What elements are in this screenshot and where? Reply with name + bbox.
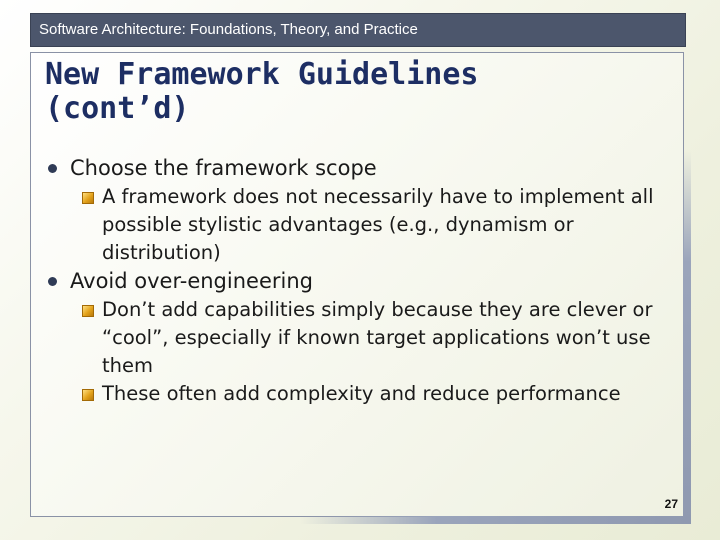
- panel-shadow-bottom: [300, 516, 691, 524]
- header-title: Software Architecture: Foundations, Theory, and Practice: [39, 21, 418, 38]
- bullet-item: [48, 267, 678, 296]
- bullet-dot-icon: [48, 277, 57, 286]
- sub-bullet-item: [48, 183, 678, 267]
- bullet-item: [48, 154, 678, 183]
- panel-shadow-right: [683, 150, 691, 524]
- diamond-bullet-icon: [82, 192, 94, 204]
- sub-bullet-text: These often add complexity and reduce performance: [102, 382, 621, 405]
- bullet-text: Avoid over-engineering: [70, 269, 313, 293]
- sub-bullet-text: A framework does not necessarily have to implement all possible stylistic advantages (e.g., dynamism or distribution): [102, 185, 654, 264]
- sub-bullet-item: [48, 296, 678, 380]
- page-number: 27: [664, 497, 678, 511]
- header-bar: [30, 13, 686, 47]
- sub-bullet-item: [48, 380, 678, 408]
- slide-title: New Framework Guidelines (cont’d): [45, 57, 479, 126]
- bullet-list: [48, 154, 678, 408]
- bullet-dot-icon: [48, 164, 57, 173]
- sub-bullet-text: Don’t add capabilities simply because they are clever or “cool”, especially if known target applications won’t use them: [102, 298, 653, 377]
- diamond-bullet-icon: [82, 389, 94, 401]
- diamond-bullet-icon: [82, 305, 94, 317]
- bullet-text: Choose the framework scope: [70, 156, 377, 180]
